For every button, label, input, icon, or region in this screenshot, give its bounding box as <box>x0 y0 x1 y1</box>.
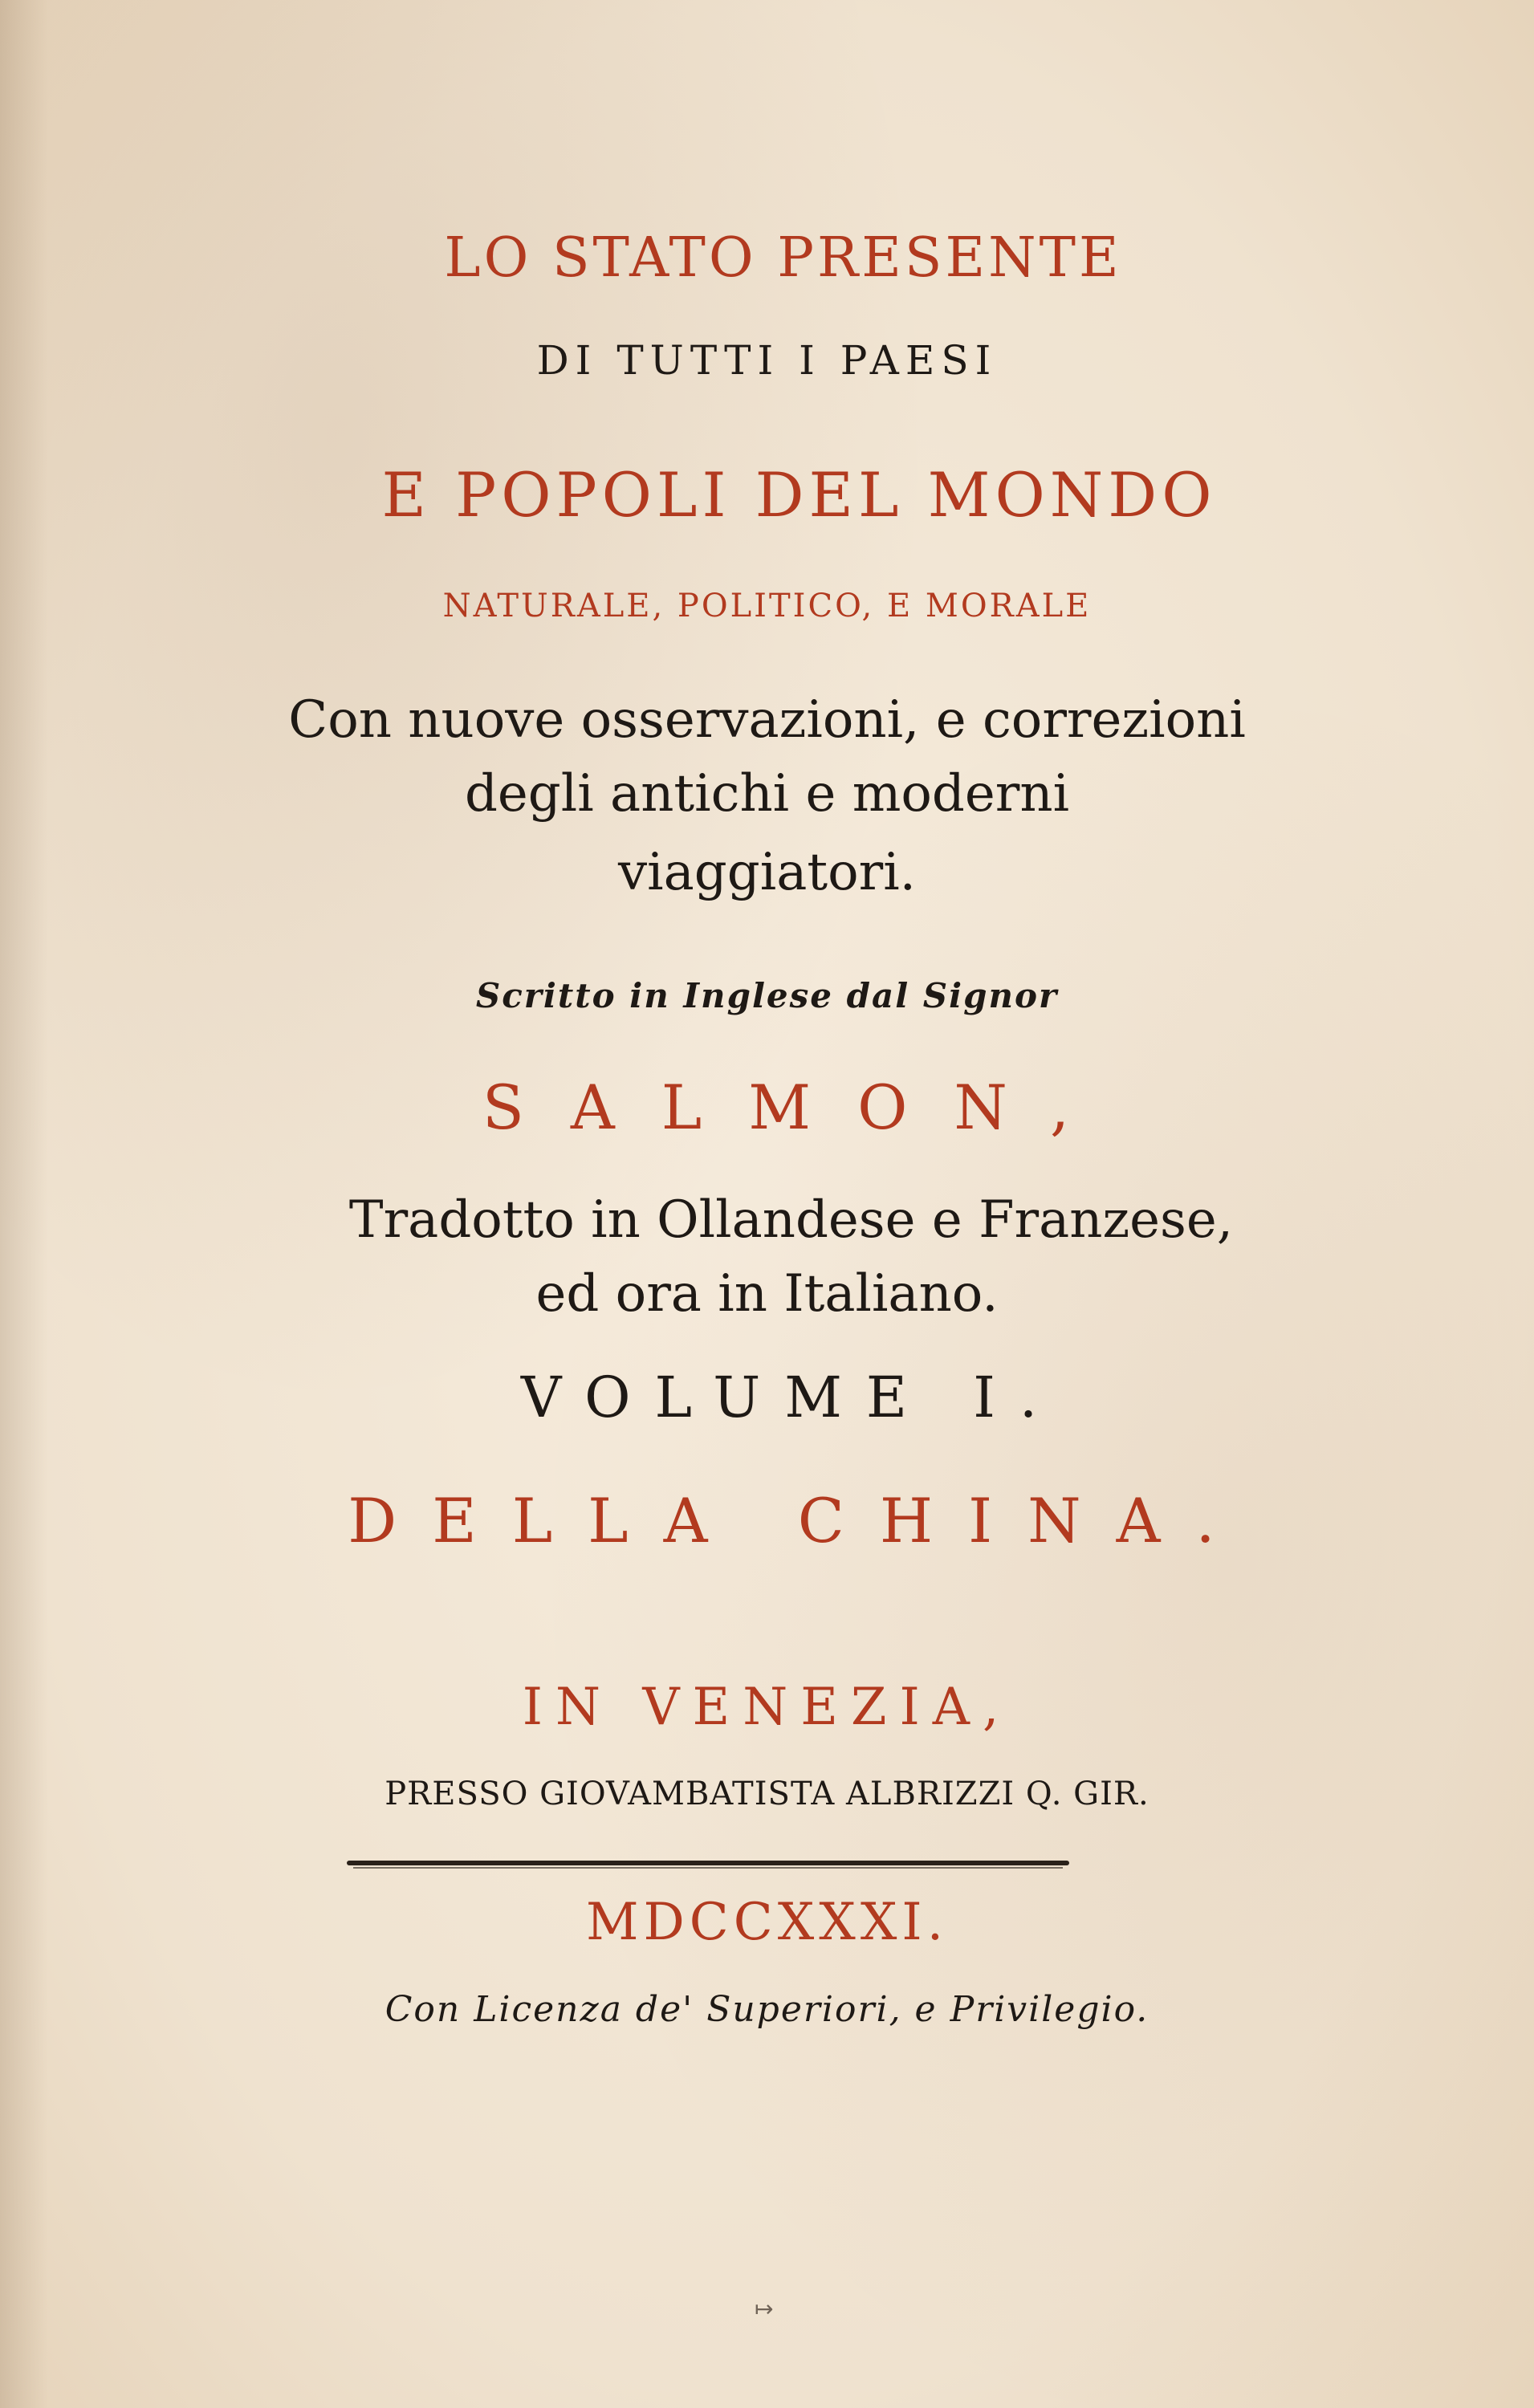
title-line-2: DI TUTTI I PAESI <box>536 337 998 384</box>
volume-number: VOLUME I. <box>520 1365 1062 1430</box>
title-line-4: NATURALE, POLITICO, E MORALE <box>442 588 1092 624</box>
subtitle-line-3: viaggiatori. <box>618 843 916 902</box>
imprint-place: IN VENEZIA, <box>522 1678 1012 1737</box>
title-line-1: LO STATO PRESENTE <box>444 226 1122 290</box>
imprint-year: MDCCXXXI. <box>585 1893 949 1952</box>
author-name: SALMON, <box>482 1072 1117 1143</box>
imprint-publisher: PRESSO GIOVAMBATISTA ALBRIZZI Q. GIR. <box>385 1775 1149 1812</box>
volume-subject: DELLA CHINA. <box>348 1485 1251 1556</box>
subtitle-line-2: degli antichi e moderni <box>464 764 1070 824</box>
license-line: Con Licenza de' Superiori, e Privilegio. <box>385 1989 1149 2030</box>
printer-mark-icon: ↦ <box>755 2296 774 2322</box>
imprint-rule-thin <box>353 1867 1063 1869</box>
subtitle-line-1: Con nuove osservazioni, e correzioni <box>288 690 1246 750</box>
translation-line-2: ed ora in Italiano. <box>535 1264 999 1324</box>
title-line-3: E POPOLI DEL MONDO <box>381 459 1217 531</box>
imprint-rule <box>347 1861 1069 1865</box>
author-intro: Scritto in Inglese dal Signor <box>475 976 1059 1015</box>
translation-line-1: Tradotto in Ollandese e Franzese, <box>348 1190 1234 1250</box>
